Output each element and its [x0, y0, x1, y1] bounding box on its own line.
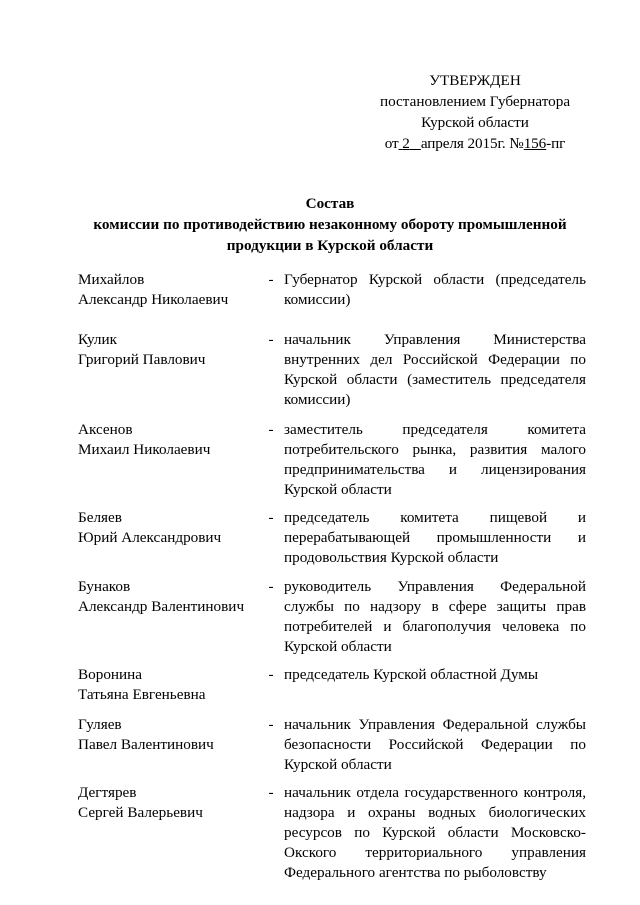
member-role: заместитель председателя комитета потребительского рынка, развития малого предпринимательства и лицензирования Курской области: [284, 421, 586, 498]
approval-date-middle: апреля 2015г. №: [420, 135, 524, 152]
member-name: [78, 715, 258, 755]
member-surname: Бунаков: [78, 578, 131, 595]
document-heading: [60, 193, 600, 256]
member-role: председатель комитета пищевой и перерабатывающей промышленности и продовольствия Курской области: [284, 509, 586, 566]
member-entry: [78, 783, 586, 883]
approval-date-day: 2: [402, 135, 410, 152]
heading-subtitle-line-2: продукции в Курской области: [226, 237, 434, 254]
member-name: [78, 508, 258, 548]
member-name: [78, 270, 258, 310]
member-surname: Воронина: [78, 666, 143, 683]
member-name: [78, 330, 258, 370]
member-role: начальник Управления Федеральной службы безопасности Российской Федерации по Курской области: [284, 716, 586, 773]
member-dash: -: [268, 716, 274, 733]
approval-date-line: [360, 133, 590, 154]
member-given-names: Юрий Александрович: [78, 529, 222, 546]
member-role: начальник Управления Министерства внутренних дел Российской Федерации по Курской области (заместитель председателя комиссии): [284, 331, 586, 408]
member-given-names: Татьяна Евгеньевна: [78, 686, 206, 703]
member-name: [78, 577, 258, 617]
member-surname: Гуляев: [78, 716, 122, 733]
approval-date-prefix: от: [384, 135, 399, 152]
approval-decree-suffix: -пг: [546, 135, 566, 152]
member-entry: [78, 665, 586, 715]
member-name: [78, 665, 258, 705]
member-dash: -: [268, 271, 274, 288]
member-entry: [78, 715, 586, 783]
member-given-names: Сергей Валерьевич: [78, 804, 203, 821]
member-entry: [78, 420, 586, 508]
member-entry: [78, 270, 586, 330]
member-role: начальник отдела государственного контроля, надзора и охраны водных биологических ресурсов по Курской области Московско-Окского территориального управления Федерального агентства по рыболовству: [284, 784, 586, 881]
member-given-names: Александр Валентинович: [78, 598, 245, 615]
member-surname: Михайлов: [78, 271, 145, 288]
member-given-names: Григорий Павлович: [78, 351, 206, 368]
member-dash: -: [268, 784, 274, 801]
member-dash: -: [268, 666, 274, 683]
member-given-names: Александр Николаевич: [78, 291, 229, 308]
member-role: руководитель Управления Федеральной службы по надзору в сфере защиты прав потребителей и благополучия человека по Курской области: [284, 578, 586, 655]
member-dash: -: [268, 331, 274, 348]
member-entry: [78, 508, 586, 577]
member-entry: [78, 577, 586, 665]
member-role: Губернатор Курской области (председатель комиссии): [284, 271, 586, 308]
approval-title: УТВЕРЖДЕН: [429, 72, 521, 89]
heading-subtitle-line-1: комиссии по противодействию незаконному обороту промышленной: [93, 216, 567, 233]
member-surname: Аксенов: [78, 421, 133, 438]
member-name: [78, 420, 258, 460]
member-name: [78, 783, 258, 823]
member-surname: Беляев: [78, 509, 122, 526]
heading-title: Состав: [305, 195, 355, 212]
member-surname: Дегтярев: [78, 784, 137, 801]
member-surname: Кулик: [78, 331, 117, 348]
approval-region-line: Курской области: [421, 114, 529, 131]
member-role: председатель Курской областной Думы: [284, 666, 539, 683]
approval-decree-line: постановлением Губернатора: [379, 93, 571, 110]
member-dash: -: [268, 578, 274, 595]
member-dash: -: [268, 421, 274, 438]
approval-stamp: [360, 70, 590, 154]
commission-member-list: [78, 270, 586, 883]
member-given-names: Павел Валентинович: [78, 736, 214, 753]
member-entry: [78, 330, 586, 420]
member-given-names: Михаил Николаевич: [78, 441, 211, 458]
member-dash: -: [268, 509, 274, 526]
approval-decree-number: 156: [523, 135, 547, 152]
